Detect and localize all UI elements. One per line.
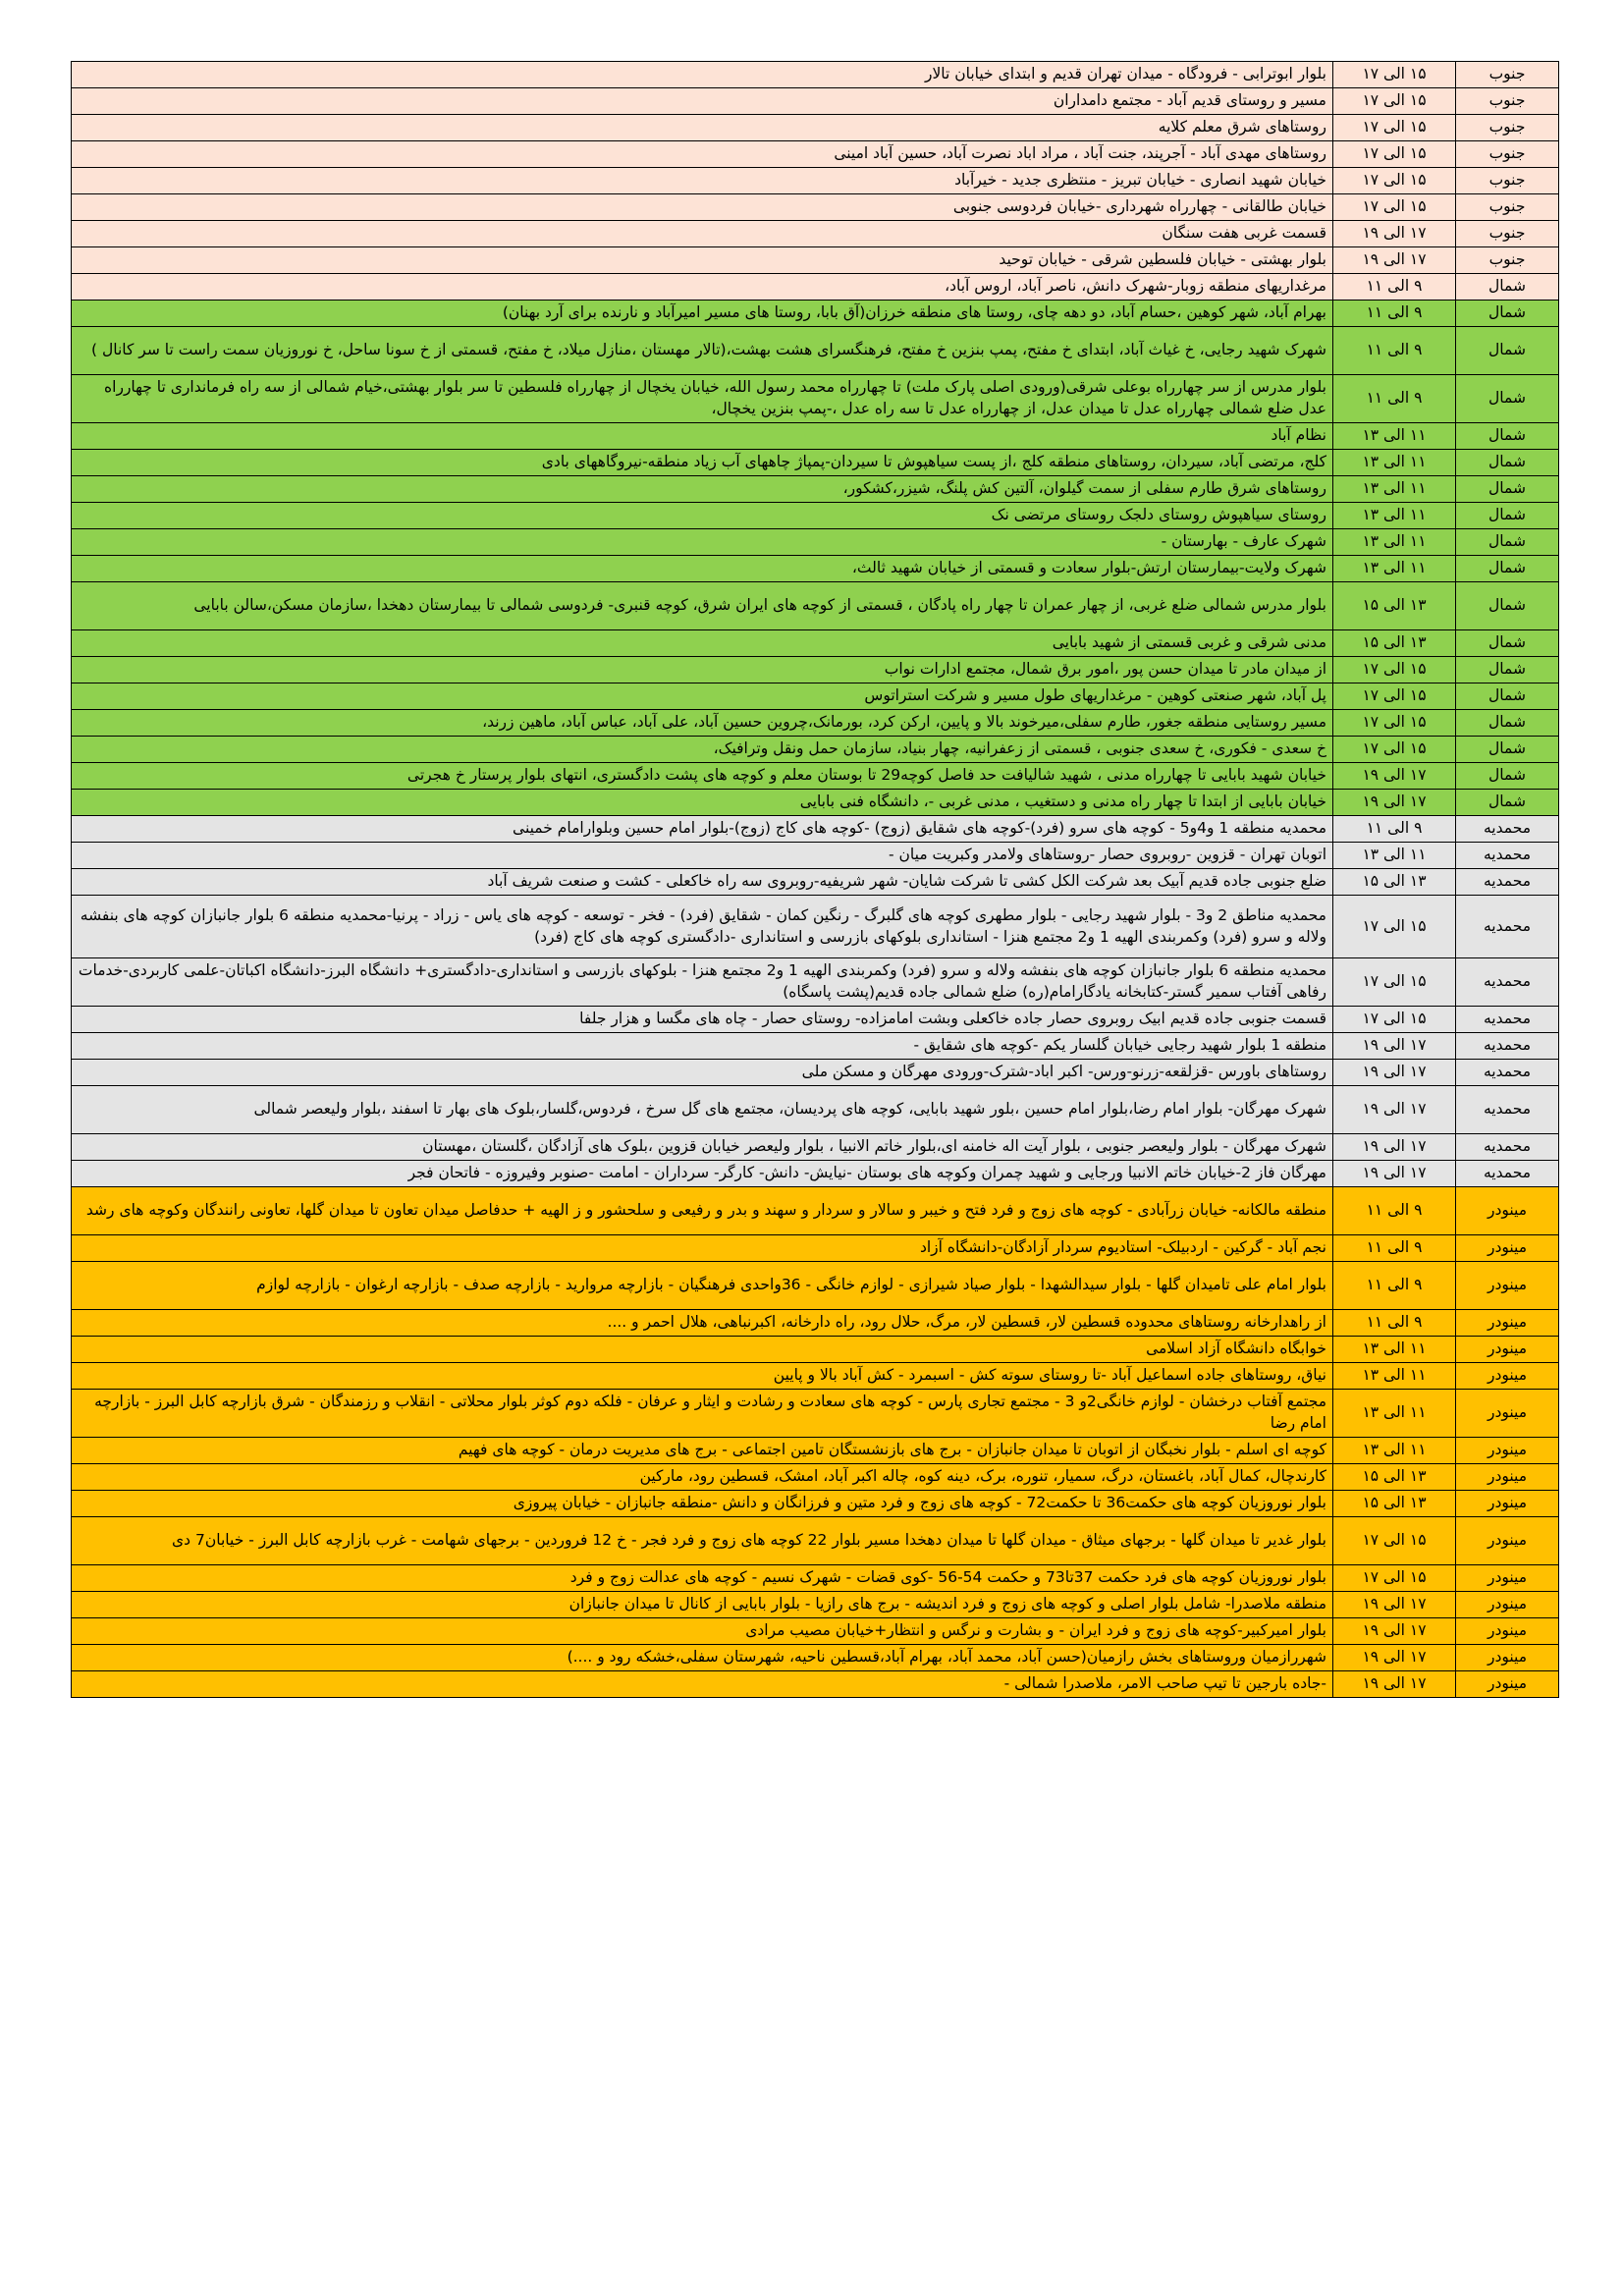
time-cell: ۱۵ الی ۱۷ bbox=[1333, 115, 1456, 141]
table-row bbox=[72, 274, 1559, 301]
region-cell: شمال bbox=[1456, 375, 1559, 423]
time-cell: ۱۷ الی ۱۹ bbox=[1333, 1134, 1456, 1161]
area-cell: روستاهای باورس -قزلقعه-زرنو-ورس- اکبر اباد-شترک-ورودی مهرگان و مسکن ملی bbox=[72, 1060, 1333, 1086]
time-cell: ۱۳ الی ۱۵ bbox=[1333, 1491, 1456, 1517]
table-row bbox=[72, 869, 1559, 896]
table-row bbox=[72, 1517, 1559, 1565]
table-row bbox=[72, 1134, 1559, 1161]
area-cell: خوابگاه دانشگاه آزاد اسلامی bbox=[72, 1337, 1333, 1363]
time-cell: ۱۵ الی ۱۷ bbox=[1333, 657, 1456, 683]
time-cell: ۱۵ الی ۱۷ bbox=[1333, 958, 1456, 1007]
table-row bbox=[72, 790, 1559, 816]
time-cell: ۹ الی ۱۱ bbox=[1333, 274, 1456, 301]
region-cell: مینودر bbox=[1456, 1363, 1559, 1390]
area-cell: خ سعدی - فکوری، خ سعدی جنوبی ، قسمتی از زعفرانیه، چهار بنیاد، سازمان حمل ونقل وترافیک، bbox=[72, 737, 1333, 763]
area-cell: کلج، مرتضی آباد، سیردان، روستاهای منطقه کلج ،از پست سیاهپوش تا سیردان-پمپاژ چاههای آب زیاد منطقه-نیروگاههای بادی bbox=[72, 450, 1333, 476]
table-row bbox=[72, 168, 1559, 194]
area-cell: منطقه 1 بلوار شهید رجایی خیابان گلسار یکم -کوچه های شقایق - bbox=[72, 1033, 1333, 1060]
time-cell: ۱۵ الی ۱۷ bbox=[1333, 710, 1456, 737]
time-cell: ۱۵ الی ۱۷ bbox=[1333, 168, 1456, 194]
region-cell: مینودر bbox=[1456, 1618, 1559, 1645]
table-row bbox=[72, 763, 1559, 790]
region-cell: مینودر bbox=[1456, 1565, 1559, 1592]
time-cell: ۱۷ الی ۱۹ bbox=[1333, 1618, 1456, 1645]
table-row bbox=[72, 1618, 1559, 1645]
time-cell: ۱۱ الی ۱۳ bbox=[1333, 423, 1456, 450]
region-cell: شمال bbox=[1456, 657, 1559, 683]
region-cell: محمدیه bbox=[1456, 843, 1559, 869]
time-cell: ۹ الی ۱۱ bbox=[1333, 1310, 1456, 1337]
region-cell: شمال bbox=[1456, 630, 1559, 657]
area-cell: بلوار امیرکبیر-کوچه های زوج و فرد ایران - و بشارت و نرگس و انتظار+خیابان مصیب مرادی bbox=[72, 1618, 1333, 1645]
area-cell: خیابان شهید انصاری - خیابان تبریز - منتظری جدید - خیرآباد bbox=[72, 168, 1333, 194]
region-cell: جنوب bbox=[1456, 62, 1559, 88]
region-cell: شمال bbox=[1456, 763, 1559, 790]
region-cell: جنوب bbox=[1456, 221, 1559, 247]
area-cell: ضلع جنوبی جاده قدیم آبیک بعد شرکت الکل کشی تا شرکت شایان- شهر شریفیه-روبروی سه راه خاکعلی - کشت و صنعت شریف آباد bbox=[72, 869, 1333, 896]
table-row bbox=[72, 221, 1559, 247]
time-cell: ۱۱ الی ۱۳ bbox=[1333, 450, 1456, 476]
region-cell: محمدیه bbox=[1456, 1033, 1559, 1060]
region-cell: شمال bbox=[1456, 450, 1559, 476]
area-cell: شهرک عارف - بهارستان - bbox=[72, 529, 1333, 556]
area-cell: شهررازمیان وروستاهای بخش رازمیان(حسن آباد، محمد آباد، بهرام آباد،قسطین ناحیه، شهرستان سفلی،خشکه رود و ....) bbox=[72, 1645, 1333, 1671]
region-cell: جنوب bbox=[1456, 88, 1559, 115]
area-cell: مهرگان فاز 2-خیابان خاتم الانبیا ورجایی و شهید چمران وکوچه های بوستان -نیایش- دانش- کارگر- سرداران - امامت -صنوبر وفیروزه - فاتحان فجر bbox=[72, 1161, 1333, 1187]
area-cell: محمدیه منطقه 6 بلوار جانبازان کوچه های بنفشه ولاله و سرو (فرد) وکمربندی الهیه 1 و2 مجتمع هنزا - بلوکهای بازرسی و استانداری-دادگستری+ دانشگاه البرز-دانشگاه اکباتان-علمی کاربردی-خدمات رفاهی آفتاب سمیر گستر-کتابخانه یادگارامام(ره) ضلع شمالی جاده قدیم(پشت پاسگاه) bbox=[72, 958, 1333, 1007]
table-row bbox=[72, 115, 1559, 141]
area-cell: شهرک مهرگان - بلوار ولیعصر جنوبی ، بلوار آیت اله خامنه ای،بلوار خاتم الانبیا ، بلوار ولیعصر خیابان قزوین ،بلوک های آزادگان ،گلستان ،مهستان bbox=[72, 1134, 1333, 1161]
area-cell: بلوار نوروزیان کوچه های فرد حکمت 37تا73 و حکمت 54-56 -کوی قضات - شهرک نسیم - کوچه های عدالت زوج و فرد bbox=[72, 1565, 1333, 1592]
region-cell: شمال bbox=[1456, 476, 1559, 503]
schedule-rows bbox=[72, 62, 1559, 1698]
region-cell: شمال bbox=[1456, 327, 1559, 375]
area-cell: بلوار نوروزیان کوچه های حکمت36 تا حکمت72 - کوچه های زوج و فرد متین و فرزانگان و دانش -منطقه جانبازان - خیابان پیروزی bbox=[72, 1491, 1333, 1517]
time-cell: ۱۳ الی ۱۵ bbox=[1333, 869, 1456, 896]
time-cell: ۱۳ الی ۱۵ bbox=[1333, 1464, 1456, 1491]
region-cell: محمدیه bbox=[1456, 869, 1559, 896]
time-cell: ۹ الی ۱۱ bbox=[1333, 327, 1456, 375]
time-cell: ۹ الی ۱۱ bbox=[1333, 375, 1456, 423]
region-cell: جنوب bbox=[1456, 168, 1559, 194]
region-cell: شمال bbox=[1456, 274, 1559, 301]
region-cell: شمال bbox=[1456, 582, 1559, 630]
table-row bbox=[72, 1235, 1559, 1262]
area-cell: مدنی شرقی و غربی قسمتی از شهید بابایی bbox=[72, 630, 1333, 657]
time-cell: ۹ الی ۱۱ bbox=[1333, 301, 1456, 327]
area-cell: روستاهای شرق طارم سفلی از سمت گیلوان، آلتین کش پلنگ، شیزر،کشکور، bbox=[72, 476, 1333, 503]
table-row bbox=[72, 1464, 1559, 1491]
time-cell: ۱۷ الی ۱۹ bbox=[1333, 1033, 1456, 1060]
area-cell: نیاق، روستاهای جاده اسماعیل آباد -تا روستای سوته کش - اسبمرد - کش آباد بالا و پایین bbox=[72, 1363, 1333, 1390]
table-row bbox=[72, 194, 1559, 221]
region-cell: محمدیه bbox=[1456, 816, 1559, 843]
region-cell: مینودر bbox=[1456, 1262, 1559, 1310]
area-cell: نظام آباد bbox=[72, 423, 1333, 450]
area-cell: از راهدارخانه روستاهای محدوده قسطین لار، قسطین لار، مرگ، حلال رود، راه دارخانه، اکبرنباهی، هلال احمر و .... bbox=[72, 1310, 1333, 1337]
time-cell: ۱۷ الی ۱۹ bbox=[1333, 247, 1456, 274]
table-row bbox=[72, 1007, 1559, 1033]
table-row bbox=[72, 503, 1559, 529]
time-cell: ۱۳ الی ۱۵ bbox=[1333, 630, 1456, 657]
area-cell: محمدیه مناطق 2 و3 - بلوار شهید رجایی - بلوار مطهری کوچه های گلبرگ - رنگین کمان - شقایق (فرد) - فخر - توسعه - کوچه های یاس - زراد - پرنیا-محمدیه منطقه 6 بلوار جانبازان کوچه های بنفشه ولاله و سرو (فرد) وکمربندی الهیه 1 و2 مجتمع هنزا - استانداری بلوکهای بازرسی و استانداری -دادگستری کوچه های کاج (فرد) bbox=[72, 896, 1333, 958]
time-cell: ۱۷ الی ۱۹ bbox=[1333, 1592, 1456, 1618]
time-cell: ۹ الی ۱۱ bbox=[1333, 1262, 1456, 1310]
area-cell: خیابان بابایی از ابتدا تا چهار راه مدنی و دستغیب ، مدنی غربی -، دانشگاه فنی بابایی bbox=[72, 790, 1333, 816]
time-cell: ۱۵ الی ۱۷ bbox=[1333, 737, 1456, 763]
table-row bbox=[72, 1262, 1559, 1310]
table-row bbox=[72, 423, 1559, 450]
time-cell: ۱۷ الی ۱۹ bbox=[1333, 1671, 1456, 1698]
table-row bbox=[72, 62, 1559, 88]
region-cell: مینودر bbox=[1456, 1235, 1559, 1262]
table-row bbox=[72, 476, 1559, 503]
region-cell: مینودر bbox=[1456, 1390, 1559, 1438]
area-cell: شهرک مهرگان- بلوار امام رضا،بلوار امام حسین ،بلور شهید بابایی، کوچه های پردیسان، مجتمع های گل سرخ ، فردوس،گلسار،بلوک های بهار تا اسفند ،بلوار ولیعصر شمالی bbox=[72, 1086, 1333, 1134]
table-row bbox=[72, 657, 1559, 683]
region-cell: مینودر bbox=[1456, 1592, 1559, 1618]
table-row bbox=[72, 1337, 1559, 1363]
region-cell: شمال bbox=[1456, 710, 1559, 737]
area-cell: روستای سیاهپوش روستای دلجک روستای مرتضی نک bbox=[72, 503, 1333, 529]
time-cell: ۱۱ الی ۱۳ bbox=[1333, 529, 1456, 556]
region-cell: محمدیه bbox=[1456, 1086, 1559, 1134]
area-cell: بلوار بهشتی - خیابان فلسطین شرقی - خیابان توحید bbox=[72, 247, 1333, 274]
time-cell: ۱۵ الی ۱۷ bbox=[1333, 683, 1456, 710]
region-cell: شمال bbox=[1456, 790, 1559, 816]
time-cell: ۱۱ الی ۱۳ bbox=[1333, 556, 1456, 582]
region-cell: مینودر bbox=[1456, 1187, 1559, 1235]
region-cell: مینودر bbox=[1456, 1517, 1559, 1565]
table-row bbox=[72, 247, 1559, 274]
time-cell: ۹ الی ۱۱ bbox=[1333, 1187, 1456, 1235]
region-cell: محمدیه bbox=[1456, 896, 1559, 958]
area-cell: روستاهای مهدی آباد - آجرپند، جنت آباد ، مراد اباد نصرت آباد، حسین آباد امینی bbox=[72, 141, 1333, 168]
region-cell: شمال bbox=[1456, 737, 1559, 763]
region-cell: محمدیه bbox=[1456, 958, 1559, 1007]
time-cell: ۱۵ الی ۱۷ bbox=[1333, 62, 1456, 88]
table-row bbox=[72, 816, 1559, 843]
area-cell: مجتمع آفتاب درخشان - لوازم خانگی2و 3 - مجتمع تجاری پارس - کوچه های سعادت و رشادت و ایثار و عرفان - فلکه دوم کوثر بلوار محلاتی - انقلاب و رزمندگان - شرق بازارچه کابل البرز - بازارچه امام رضا bbox=[72, 1390, 1333, 1438]
area-cell: محمدیه منطقه 1 و4و5 - کوچه های سرو (فرد)-کوچه های شقایق (زوج) -کوچه های کاج (زوج)-بلوار امام حسین وبلوارامام خمینی bbox=[72, 816, 1333, 843]
time-cell: ۱۵ الی ۱۷ bbox=[1333, 88, 1456, 115]
time-cell: ۱۵ الی ۱۷ bbox=[1333, 1517, 1456, 1565]
table-row bbox=[72, 375, 1559, 423]
time-cell: ۱۷ الی ۱۹ bbox=[1333, 1645, 1456, 1671]
region-cell: محمدیه bbox=[1456, 1060, 1559, 1086]
region-cell: محمدیه bbox=[1456, 1134, 1559, 1161]
table-row bbox=[72, 843, 1559, 869]
table-row bbox=[72, 958, 1559, 1007]
region-cell: محمدیه bbox=[1456, 1161, 1559, 1187]
table-row bbox=[72, 1438, 1559, 1464]
table-row bbox=[72, 301, 1559, 327]
region-cell: مینودر bbox=[1456, 1671, 1559, 1698]
table-row bbox=[72, 896, 1559, 958]
time-cell: ۱۵ الی ۱۷ bbox=[1333, 1007, 1456, 1033]
area-cell: اتوبان تهران - قزوین -روبروی حصار -روستاهای ولامدر وکبریت میان - bbox=[72, 843, 1333, 869]
outage-schedule-sheet bbox=[71, 61, 1559, 1698]
area-cell: بلوار مدرس از سر چهارراه بوعلی شرقی(ورودی اصلی پارک ملت) تا چهارراه محمد رسول الله، خیابان یخچال از چهارراه فلسطین تا سر بلوار بهشتی،خیام شمالی از سه راه فرمانداری تا چهارراه عدل ضلع شمالی چهارراه عدل تا میدان عدل، از چهارراه عدل تا سه راه عدل ،-پمپ بنزین یخچال، bbox=[72, 375, 1333, 423]
area-cell: بلوار مدرس شمالی ضلع غربی، از چهار عمران تا چهار راه پادگان ، قسمتی از کوچه های ایران شرق، کوچه قنبری- فردوسی شمالی تا بیمارستان دهخدا ،سازمان مسکن،سالن بابایی bbox=[72, 582, 1333, 630]
time-cell: ۱۵ الی ۱۷ bbox=[1333, 194, 1456, 221]
region-cell: مینودر bbox=[1456, 1310, 1559, 1337]
table-row bbox=[72, 556, 1559, 582]
table-row bbox=[72, 1645, 1559, 1671]
region-cell: شمال bbox=[1456, 529, 1559, 556]
region-cell: مینودر bbox=[1456, 1491, 1559, 1517]
table-row bbox=[72, 1187, 1559, 1235]
table-row bbox=[72, 88, 1559, 115]
region-cell: شمال bbox=[1456, 556, 1559, 582]
table-row bbox=[72, 630, 1559, 657]
region-cell: جنوب bbox=[1456, 115, 1559, 141]
area-cell: بلوار ابوترابی - فرودگاه - میدان تهران قدیم و ابتدای خیابان تالار bbox=[72, 62, 1333, 88]
table-row bbox=[72, 1033, 1559, 1060]
time-cell: ۱۵ الی ۱۷ bbox=[1333, 141, 1456, 168]
area-cell: بهرام آباد، شهر کوهین ،حسام آباد، دو دهه چای، روستا های منطقه خرزان(آق بابا، روستا های مسیر امیرآباد و نارنده برای آرد بهنان) bbox=[72, 301, 1333, 327]
table-row bbox=[72, 1390, 1559, 1438]
area-cell: روستاهای شرق معلم کلایه bbox=[72, 115, 1333, 141]
outage-schedule-table bbox=[71, 61, 1559, 1698]
table-row bbox=[72, 737, 1559, 763]
region-cell: جنوب bbox=[1456, 194, 1559, 221]
region-cell: شمال bbox=[1456, 301, 1559, 327]
time-cell: ۹ الی ۱۱ bbox=[1333, 1235, 1456, 1262]
region-cell: جنوب bbox=[1456, 247, 1559, 274]
table-row bbox=[72, 1161, 1559, 1187]
area-cell: بلوار امام علی تامیدان گلها - بلوار سیدالشهدا - بلوار صیاد شیرازی - لوازم خانگی - 36واحدی فرهنگیان - بازارچه مروارید - بازارچه صدف - بازارچه ارغوان - بازارچه لوازم bbox=[72, 1262, 1333, 1310]
area-cell: مرغداریهای منطقه زوبار-شهرک دانش، ناصر آباد، اروس آباد، bbox=[72, 274, 1333, 301]
table-row bbox=[72, 1592, 1559, 1618]
area-cell: -جاده بارجین تا تیپ صاحب الامر، ملاصدرا شمالی - bbox=[72, 1671, 1333, 1698]
time-cell: ۱۱ الی ۱۳ bbox=[1333, 1363, 1456, 1390]
region-cell: مینودر bbox=[1456, 1337, 1559, 1363]
time-cell: ۹ الی ۱۱ bbox=[1333, 816, 1456, 843]
table-row bbox=[72, 1310, 1559, 1337]
time-cell: ۱۷ الی ۱۹ bbox=[1333, 1086, 1456, 1134]
area-cell: پل آباد، شهر صنعتی کوهین - مرغداریهای طول مسیر و شرکت استراتوس bbox=[72, 683, 1333, 710]
area-cell: کوچه ای اسلم - بلوار نخبگان از اتوبان تا میدان جانبازان - برج های بازنشستگان تامین اجتماعی - برج های مدیریت درمان - کوچه های فهیم bbox=[72, 1438, 1333, 1464]
time-cell: ۱۱ الی ۱۳ bbox=[1333, 1438, 1456, 1464]
time-cell: ۱۵ الی ۱۷ bbox=[1333, 1565, 1456, 1592]
table-row bbox=[72, 582, 1559, 630]
time-cell: ۱۱ الی ۱۳ bbox=[1333, 476, 1456, 503]
area-cell: قسمت جنوبی جاده قدیم ابیک روبروی حصار جاده خاکعلی وبشت امامزاده- روستای حصار - چاه های مگسا و هزار جلفا bbox=[72, 1007, 1333, 1033]
time-cell: ۱۱ الی ۱۳ bbox=[1333, 1337, 1456, 1363]
area-cell: خیابان شهید بابایی تا چهارراه مدنی ، شهید شالیافت حد فاصل کوچه29 تا بوستان معلم و کوچه های پشت دادگستری، انتهای بلوار پرستار خ هجرتی bbox=[72, 763, 1333, 790]
area-cell: شهرک ولایت-بیمارستان ارتش-بلوار سعادت و قسمتی از خیابان شهید ثالث، bbox=[72, 556, 1333, 582]
table-row bbox=[72, 1363, 1559, 1390]
table-row bbox=[72, 327, 1559, 375]
table-row bbox=[72, 1086, 1559, 1134]
area-cell: مسیر روستایی منطقه جغور، طارم سفلی،میرخوند بالا و پایین، ارکن کرد، بورمانک،چروین حسین آباد، علی آباد، عباس آباد، ماهین زرند، bbox=[72, 710, 1333, 737]
region-cell: شمال bbox=[1456, 423, 1559, 450]
table-row bbox=[72, 1491, 1559, 1517]
time-cell: ۱۱ الی ۱۳ bbox=[1333, 1390, 1456, 1438]
table-row bbox=[72, 529, 1559, 556]
area-cell: شهرک شهید رجایی، خ غیاث آباد، ابتدای خ مفتح، پمپ بنزین خ مفتح، فرهنگسرای هشت بهشت،(تالار مهستان ،منازل میلاد، خ مفتح، قسمتی از خ سونا ساحل، خ نوروزیان سمت راست تا سر کانال ) bbox=[72, 327, 1333, 375]
table-row bbox=[72, 683, 1559, 710]
time-cell: ۱۱ الی ۱۳ bbox=[1333, 503, 1456, 529]
table-row bbox=[72, 1565, 1559, 1592]
region-cell: شمال bbox=[1456, 503, 1559, 529]
region-cell: محمدیه bbox=[1456, 1007, 1559, 1033]
region-cell: مینودر bbox=[1456, 1438, 1559, 1464]
table-row bbox=[72, 1060, 1559, 1086]
area-cell: کارندچال، کمال آباد، باغستان، درگ، سمیار، تنوره، برک، دینه کوه، چاله اکبر آباد، امشک، قسطین رود، مارکین bbox=[72, 1464, 1333, 1491]
area-cell: بلوار غدیر تا میدان گلها - برجهای میثاق - میدان گلها تا میدان دهخدا مسیر بلوار 22 کوچه های زوج و فرد فجر - خ 12 فروردین - برجهای شهامت - غرب بازارچه کابل البرز - خیابان7 دی bbox=[72, 1517, 1333, 1565]
table-row bbox=[72, 141, 1559, 168]
time-cell: ۱۷ الی ۱۹ bbox=[1333, 221, 1456, 247]
region-cell: شمال bbox=[1456, 683, 1559, 710]
area-cell: نجم آباد - گرکین - اردبیلک- استادیوم سردار آزادگان-دانشگاه آزاد bbox=[72, 1235, 1333, 1262]
area-cell: منطقه ملاصدرا- شامل بلوار اصلی و کوچه های زوج و فرد اندیشه - برج های رازیا - بلوار بابایی از کانال تا میدان جانبازان bbox=[72, 1592, 1333, 1618]
area-cell: از میدان مادر تا میدان حسن پور ،امور برق شمال، مجتمع ادارات نواب bbox=[72, 657, 1333, 683]
table-row bbox=[72, 450, 1559, 476]
area-cell: قسمت غربی هفت سنگان bbox=[72, 221, 1333, 247]
region-cell: مینودر bbox=[1456, 1464, 1559, 1491]
table-row bbox=[72, 710, 1559, 737]
table-row bbox=[72, 1671, 1559, 1698]
area-cell: خیابان طالقانی - چهارراه شهرداری -خیابان فردوسی جنوبی bbox=[72, 194, 1333, 221]
time-cell: ۱۳ الی ۱۵ bbox=[1333, 582, 1456, 630]
region-cell: جنوب bbox=[1456, 141, 1559, 168]
region-cell: مینودر bbox=[1456, 1645, 1559, 1671]
time-cell: ۱۷ الی ۱۹ bbox=[1333, 790, 1456, 816]
time-cell: ۱۷ الی ۱۹ bbox=[1333, 763, 1456, 790]
time-cell: ۱۷ الی ۱۹ bbox=[1333, 1161, 1456, 1187]
area-cell: منطقه مالکانه- خیابان زرآبادی - کوچه های زوج و فرد فتح و خیبر و سالار و سردار و سهند و بدر و رفیعی و سلحشور و ز الهیه + حدفاصل میدان تعاون تا میدان گلها، تعاونی رانندگان وکوچه های رشد bbox=[72, 1187, 1333, 1235]
time-cell: ۱۵ الی ۱۷ bbox=[1333, 896, 1456, 958]
area-cell: مسیر و روستای قدیم آباد - مجتمع دامداران bbox=[72, 88, 1333, 115]
time-cell: ۱۱ الی ۱۳ bbox=[1333, 843, 1456, 869]
time-cell: ۱۷ الی ۱۹ bbox=[1333, 1060, 1456, 1086]
